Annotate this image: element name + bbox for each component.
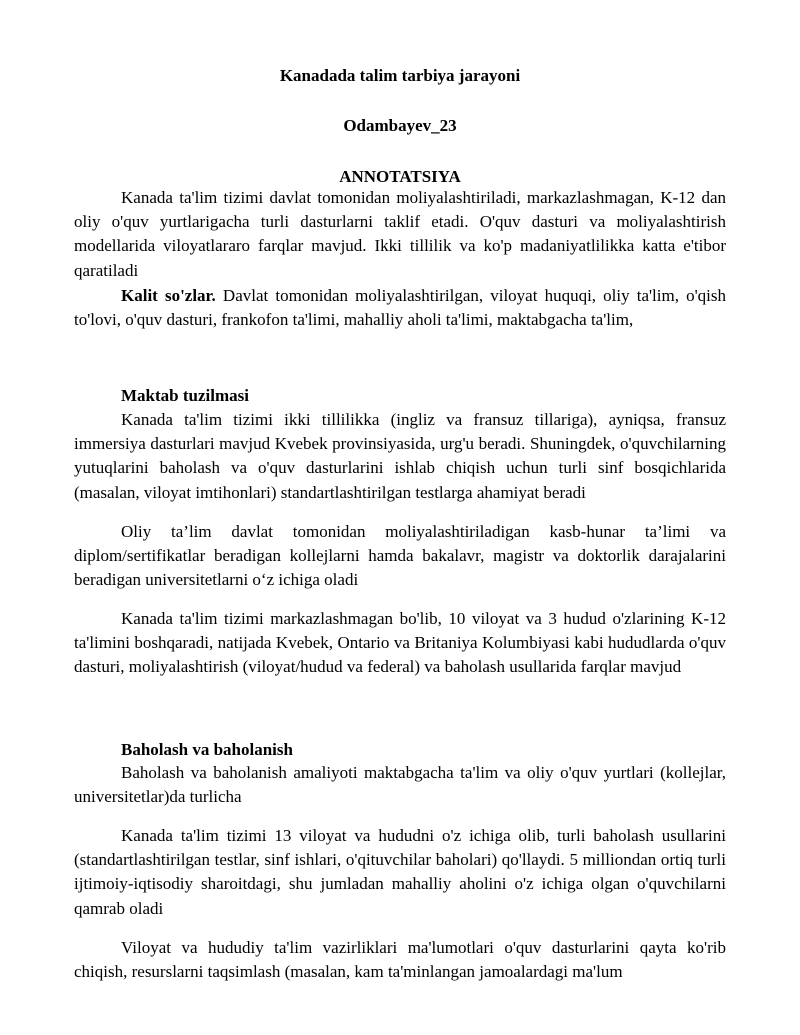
school-structure-paragraph-3: Kanada ta'lim tizimi markazlashmagan bo'lib, 10 viloyat va 3 hudud o'zlarining K-12 ta'limini boshqaradi, natijada Kvebek, Ontario va Britaniya Kolumbiyasi kabi hududlarda o'quv dasturi, moliyalashtirish (viloyat/hudud va federal) va baholash usullarida farqlar mavjud — [74, 609, 726, 677]
keywords-paragraph — [74, 284, 726, 332]
school-structure-paragraph-1: Kanada ta'lim tizimi ikki tillilikka (ingliz va fransuz tillariga), ayniqsa, fransuz immersiya dasturlari mavjud Kvebek provinsiyasida, urg'u beradi. Shuningdek, o'quvchilarning yutuqlarini baholash va o'quv dasturlarini ishlab chiqish uchun turli sinf bosqichlarida (masalan, viloyat imtihonlari) standartlashtirilgan testlarga ahamiyat beradi — [74, 410, 726, 502]
assessment-paragraph-1: Baholash va baholanish amaliyoti maktabgacha ta'lim va oliy o'quv yurtlari (kollejlar, universitetlar)da turlicha — [74, 763, 726, 807]
keywords-text: Davlat tomonidan moliyalashtirilgan, viloyat huquqi, oliy ta'lim, o'qish to'lovi, o'quv dasturi, frankofon ta'limi, mahalliy aholi ta'limi, maktabgacha ta'lim, — [74, 286, 726, 330]
assessment-paragraph-3: Viloyat va hududiy ta'lim vazirliklari ma'lumotlari o'quv dasturlarini qayta ko'rib chiqish, resurslarni taqsimlash (masalan, kam ta'minlangan jamoalardagi ma'lum — [74, 938, 726, 982]
keywords-label: Kalit so'zlar. — [121, 286, 216, 305]
school-structure-paragraph-2: Oliy ta’lim davlat tomonidan moliyalashtiriladigan kasb-hunar ta’limi va diplom/sertifikatlar beradigan kollejlarni hamda bakalavr, magistr va doktorlik darajalarini beradigan universitetlarni o‘z ichiga oladi — [74, 522, 726, 590]
annotation-paragraph: Kanada ta'lim tizimi davlat tomonidan moliyalashtiriladi, markazlashmagan, K-12 dan oliy o'quv yurtlarigacha turli dasturlarni taklif etadi. O'quv dasturi va moliyalashtirish modellarida viloyatlararo farqlar mavjud. Ikki tillilik va ko'p madaniyatlilikka katta e'tibor qaratiladi — [74, 188, 726, 280]
document-author: Odambayev_23 — [343, 116, 457, 135]
assessment-paragraph-2: Kanada ta'lim tizimi 13 viloyat va hududni o'z ichiga olib, turli baholash usullarini (standartlashtirilgan testlar, sinf ishlari, o'qituvchilar baholari) qo'llaydi. 5 milliondan ortiq turli ijtimoiy-iqtisodiy sharoitdagi, shu jumladan mahalliy aholini o'z ichiga olgan o'quvchilarni qamrab oladi — [74, 826, 726, 918]
document-title: Kanadada talim tarbiya jarayoni — [279, 66, 521, 85]
section-heading-school-structure: Maktab tuzilmasi — [121, 386, 249, 405]
section-heading-assessment: Baholash va baholanish — [121, 740, 293, 759]
annotation-heading: ANNOTATSIYA — [339, 167, 461, 186]
